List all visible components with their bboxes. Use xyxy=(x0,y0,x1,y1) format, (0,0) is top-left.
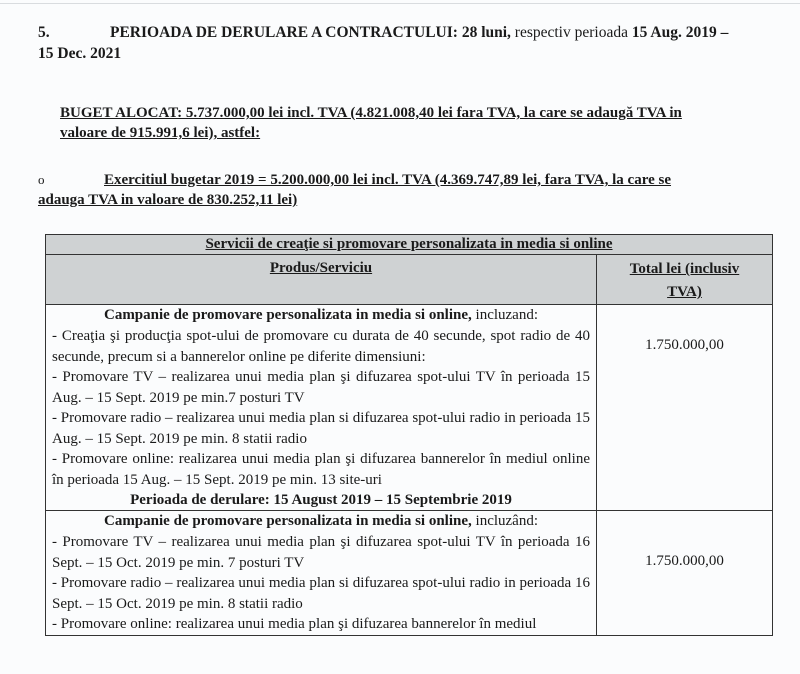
campaign-title-rest: incluzand: xyxy=(471,307,539,323)
exercise-line-2: adauga TVA in valoare de 830.252,11 lei) xyxy=(38,192,298,208)
service-line: - Promovare online: realizarea unui media plan şi difuzarea bannerelor în mediul online în perioada 15 Aug. – 15 Sept. 2019 pe min. 13 site-uri xyxy=(52,451,590,488)
service-line: - Promovare online: realizarea unui media plan şi difuzarea bannerelor în mediul xyxy=(52,616,537,632)
campaign-title xyxy=(52,305,590,326)
budget-line-2: valoare de 915.991,6 lei), astfel: xyxy=(60,125,261,141)
column-header-total-line-2: TVA) xyxy=(667,284,702,300)
campaign-title-bold: Campanie de promovare personalizata in media si online, xyxy=(103,513,472,529)
budget-exercise-item xyxy=(38,170,774,210)
table-row xyxy=(46,305,773,511)
column-header-total-line-1: Total lei (inclusiv xyxy=(629,261,740,277)
budget-paragraph xyxy=(60,103,774,143)
budget-line-1: BUGET ALOCAT: 5.737.000,00 lei incl. TVA (4.821.008,40 lei fara TVA, la care se adaugă TVA in xyxy=(60,105,682,121)
section-heading xyxy=(38,22,778,64)
campaign-title xyxy=(52,511,590,532)
bullet-circle-icon: o xyxy=(38,172,45,187)
product-cell xyxy=(46,511,597,636)
campaign-period: Perioada de derulare: 15 August 2019 – 15 Septembrie 2019 xyxy=(130,492,512,508)
column-header-total xyxy=(597,255,773,305)
section-period-end: 15 Dec. 2021 xyxy=(38,45,122,62)
section-middle-text: respectiv perioada xyxy=(514,24,628,41)
service-line: - Promovare radio – realizarea unui media plan si difuzarea spot-ului radio in perioada 15 Aug. – 15 Sept. 2019 pe min. 8 statii radio xyxy=(52,410,590,447)
scan-edge-line xyxy=(0,3,800,4)
column-header-product: Produs/Serviciu xyxy=(46,255,597,305)
exercise-line-1: Exercitiul bugetar 2019 = 5.200.000,00 lei incl. TVA (4.369.747,89 lei, fara TVA, la care se xyxy=(104,172,672,188)
service-line: - Promovare radio – realizarea unui media plan si difuzarea spot-ului radio in perioada 16 Sept. – 15 Oct. 2019 pe min. 8 statii radio xyxy=(52,575,590,612)
section-period-start: 15 Aug. 2019 – xyxy=(631,24,729,41)
product-cell xyxy=(46,305,597,511)
services-table xyxy=(45,234,773,636)
total-cell: 1.750.000,00 xyxy=(597,305,773,511)
table-row xyxy=(46,511,773,636)
section-title: PERIOADA DE DERULARE A CONTRACTULUI: xyxy=(110,24,458,41)
table-caption: Servicii de creaţie si promovare personalizata in media si online xyxy=(46,235,773,255)
campaign-title-rest: incluzând: xyxy=(471,513,539,529)
service-line: - Promovare TV – realizarea unui media plan şi difuzarea spot-ului TV în perioada 16 Sept. – 15 Oct. 2019 pe min. 7 posturi TV xyxy=(52,534,590,571)
section-number: 5. xyxy=(38,24,50,41)
section-duration: 28 luni, xyxy=(461,24,511,41)
service-line: - Creaţia şi producţia spot-ului de promovare cu durata de 40 secunde, spot radio de 40 secunde, precum si a bannerelor online pe diferite dimensiuni: xyxy=(52,328,590,365)
total-cell: 1.750.000,00 xyxy=(597,511,773,636)
service-line: - Promovare TV – realizarea unui media plan şi difuzarea spot-ului TV în perioada 15 Aug. – 15 Sept. 2019 pe min.7 posturi TV xyxy=(52,369,590,406)
campaign-title-bold: Campanie de promovare personalizata in media si online, xyxy=(103,307,472,323)
